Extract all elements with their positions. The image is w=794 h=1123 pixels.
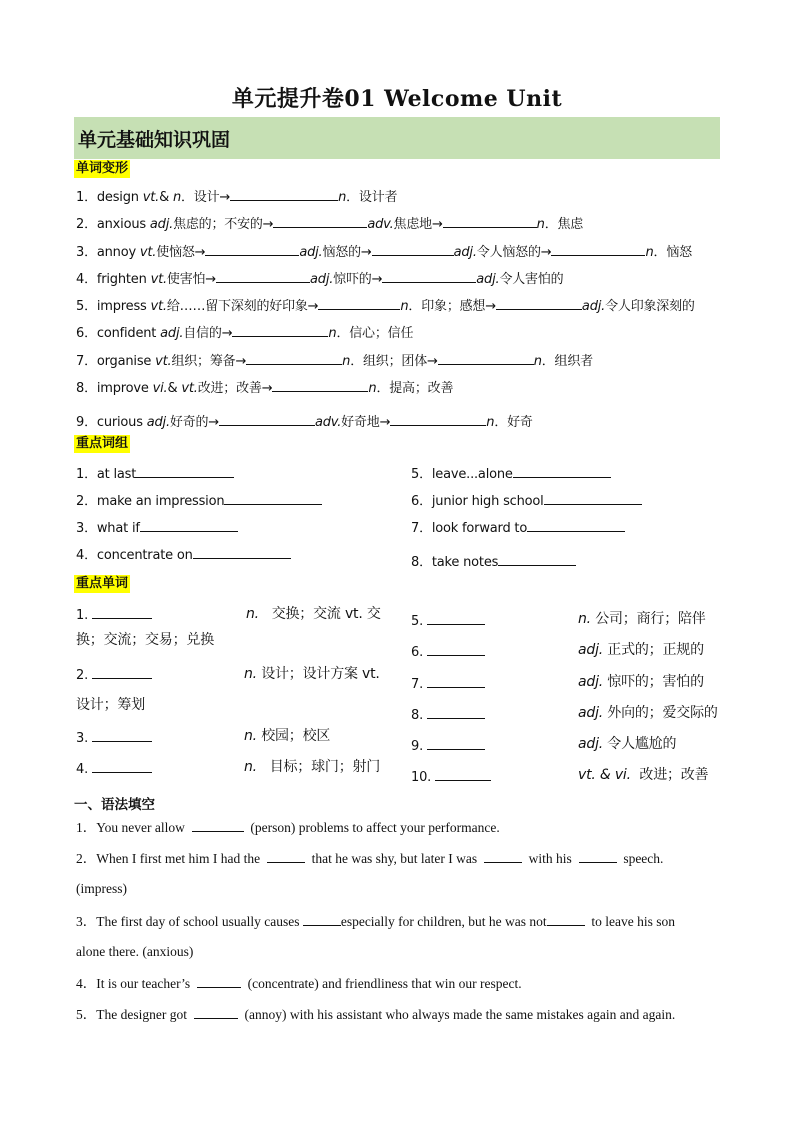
answer-blank[interactable] bbox=[224, 491, 322, 505]
answer-blank[interactable] bbox=[427, 611, 485, 625]
answer-blank[interactable] bbox=[318, 296, 400, 310]
answer-blank[interactable] bbox=[427, 736, 485, 750]
word-form-line-2: 2．anxious adj.焦虑的；不安的→ adv.焦虑地→ n．焦虑 bbox=[76, 214, 583, 234]
phrase-item: 5．leave...alone bbox=[411, 464, 611, 484]
answer-blank[interactable] bbox=[547, 912, 585, 926]
word-item: 10. bbox=[411, 767, 491, 787]
answer-blank[interactable] bbox=[579, 849, 617, 863]
answer-blank[interactable] bbox=[372, 242, 454, 256]
word-meaning: adj. 外向的；爱交际的 bbox=[578, 705, 718, 721]
answer-blank[interactable] bbox=[246, 351, 342, 365]
answer-blank[interactable] bbox=[443, 214, 537, 228]
word-item: 4. bbox=[76, 759, 152, 779]
answer-blank[interactable] bbox=[192, 818, 244, 832]
section-title: 单元基础知识巩固 bbox=[78, 129, 231, 151]
tag-words: 重点单词 bbox=[76, 576, 129, 591]
answer-blank[interactable] bbox=[513, 464, 611, 478]
answer-blank[interactable] bbox=[216, 269, 310, 283]
word-item: 1. bbox=[76, 605, 152, 625]
phrase-item: 6．junior high school bbox=[411, 491, 642, 511]
word-item: 9. bbox=[411, 736, 485, 756]
answer-blank[interactable] bbox=[197, 974, 241, 988]
tag-phrases: 重点词组 bbox=[76, 436, 129, 451]
grammar-q4: 4．It is our teacher’s (concentrate) and friendliness that win our respect. bbox=[76, 976, 522, 991]
answer-blank[interactable] bbox=[230, 187, 338, 201]
word-meaning: n. 校园；校区 bbox=[244, 728, 331, 744]
phrase-item: 1．at last bbox=[76, 464, 234, 484]
answer-blank[interactable] bbox=[427, 674, 485, 688]
word-form-line-9: 9．curious adj.好奇的→ adv.好奇地→ n．好奇 bbox=[76, 412, 533, 432]
answer-blank[interactable] bbox=[427, 705, 485, 719]
answer-blank[interactable] bbox=[92, 605, 152, 619]
word-form-line-6: 6．confident adj.自信的→ n．信心；信任 bbox=[76, 323, 413, 343]
answer-blank[interactable] bbox=[303, 912, 341, 926]
phrase-item: 3．what if bbox=[76, 518, 238, 538]
phrase-item: 7．look forward to bbox=[411, 518, 625, 538]
answer-blank[interactable] bbox=[551, 242, 645, 256]
answer-blank[interactable] bbox=[527, 518, 625, 532]
answer-blank[interactable] bbox=[194, 1005, 238, 1019]
answer-blank[interactable] bbox=[193, 545, 291, 559]
grammar-q2-cont: (impress) bbox=[76, 881, 127, 896]
answer-blank[interactable] bbox=[496, 296, 582, 310]
grammar-q3-cont: alone there. (anxious) bbox=[76, 944, 194, 959]
word-item: 3. bbox=[76, 728, 152, 748]
word-meaning: adj. 惊吓的；害怕的 bbox=[578, 674, 704, 690]
word-meaning-cont: 换；交流；交易；兑换 bbox=[76, 632, 214, 648]
section-banner bbox=[74, 117, 720, 159]
word-item: 7. bbox=[411, 674, 485, 694]
word-form-line-8: 8．improve vi.& vt.改进；改善→ n．提高；改善 bbox=[76, 378, 453, 398]
answer-blank[interactable] bbox=[427, 642, 485, 656]
word-form-line-7: 7．organise vt.组织；筹备→ n．组织；团体→ n．组织者 bbox=[76, 351, 593, 371]
answer-blank[interactable] bbox=[219, 412, 315, 426]
page-title: 单元提升卷01 Welcome Unit bbox=[231, 86, 563, 112]
answer-blank[interactable] bbox=[267, 849, 305, 863]
word-meaning-cont: 设计；筹划 bbox=[76, 697, 145, 713]
word-form-line-1: 1．design vt.& n．设计→ n．设计者 bbox=[76, 187, 397, 207]
answer-blank[interactable] bbox=[498, 552, 576, 566]
answer-blank[interactable] bbox=[438, 351, 534, 365]
answer-blank[interactable] bbox=[382, 269, 476, 283]
answer-blank[interactable] bbox=[205, 242, 299, 256]
word-meaning: adj. 正式的；正规的 bbox=[578, 642, 704, 658]
word-meaning: vt. & vi. 改进；改善 bbox=[578, 767, 709, 783]
answer-blank[interactable] bbox=[435, 767, 491, 781]
word-meaning: n. 交换；交流 vt. 交 bbox=[246, 606, 381, 622]
tag-word-forms: 单词变形 bbox=[76, 161, 129, 176]
grammar-q2: 2．When I first met him I had the that he was shy, but later I was with his speech. bbox=[76, 851, 664, 866]
grammar-heading: 一、语法填空 bbox=[74, 797, 155, 813]
answer-blank[interactable] bbox=[136, 464, 234, 478]
answer-blank[interactable] bbox=[484, 849, 522, 863]
grammar-q5: 5．The designer got (annoy) with his assistant who always made the same mistakes again and again. bbox=[76, 1007, 676, 1022]
word-item: 8. bbox=[411, 705, 485, 725]
grammar-q3: 3．The first day of school usually causes especially for children, but he was not to leave his son bbox=[76, 914, 676, 929]
answer-blank[interactable] bbox=[92, 728, 152, 742]
word-form-line-4: 4．frighten vt.使害怕→ adj.惊吓的→ adj.令人害怕的 bbox=[76, 269, 563, 289]
answer-blank[interactable] bbox=[92, 759, 152, 773]
phrase-item: 4．concentrate on bbox=[76, 545, 291, 565]
answer-blank[interactable] bbox=[92, 665, 152, 679]
word-item: 2. bbox=[76, 665, 152, 685]
answer-blank[interactable] bbox=[272, 378, 368, 392]
answer-blank[interactable] bbox=[544, 491, 642, 505]
word-form-line-5: 5．impress vt.给……留下深刻的好印象→ n．印象；感想→ adj.令人印象深刻的 bbox=[76, 296, 695, 316]
word-meaning: n. 设计；设计方案 vt. bbox=[244, 666, 380, 682]
phrase-item: 2．make an impression bbox=[76, 491, 322, 511]
word-item: 5. bbox=[411, 611, 485, 631]
word-item: 6. bbox=[411, 642, 485, 662]
word-meaning: adj. 令人尴尬的 bbox=[578, 736, 677, 752]
answer-blank[interactable] bbox=[140, 518, 238, 532]
answer-blank[interactable] bbox=[232, 323, 328, 337]
word-meaning: n. 公司；商行；陪伴 bbox=[578, 611, 706, 627]
word-form-line-3: 3．annoy vt.使恼怒→ adj.恼怒的→ adj.令人恼怒的→ n．恼怒 bbox=[76, 242, 692, 262]
answer-blank[interactable] bbox=[273, 214, 367, 228]
answer-blank[interactable] bbox=[390, 412, 486, 426]
grammar-q1: 1．You never allow (person) problems to affect your performance. bbox=[76, 820, 500, 835]
phrase-item: 8．take notes bbox=[411, 552, 576, 572]
word-meaning: n. 目标；球门；射门 bbox=[244, 759, 381, 775]
